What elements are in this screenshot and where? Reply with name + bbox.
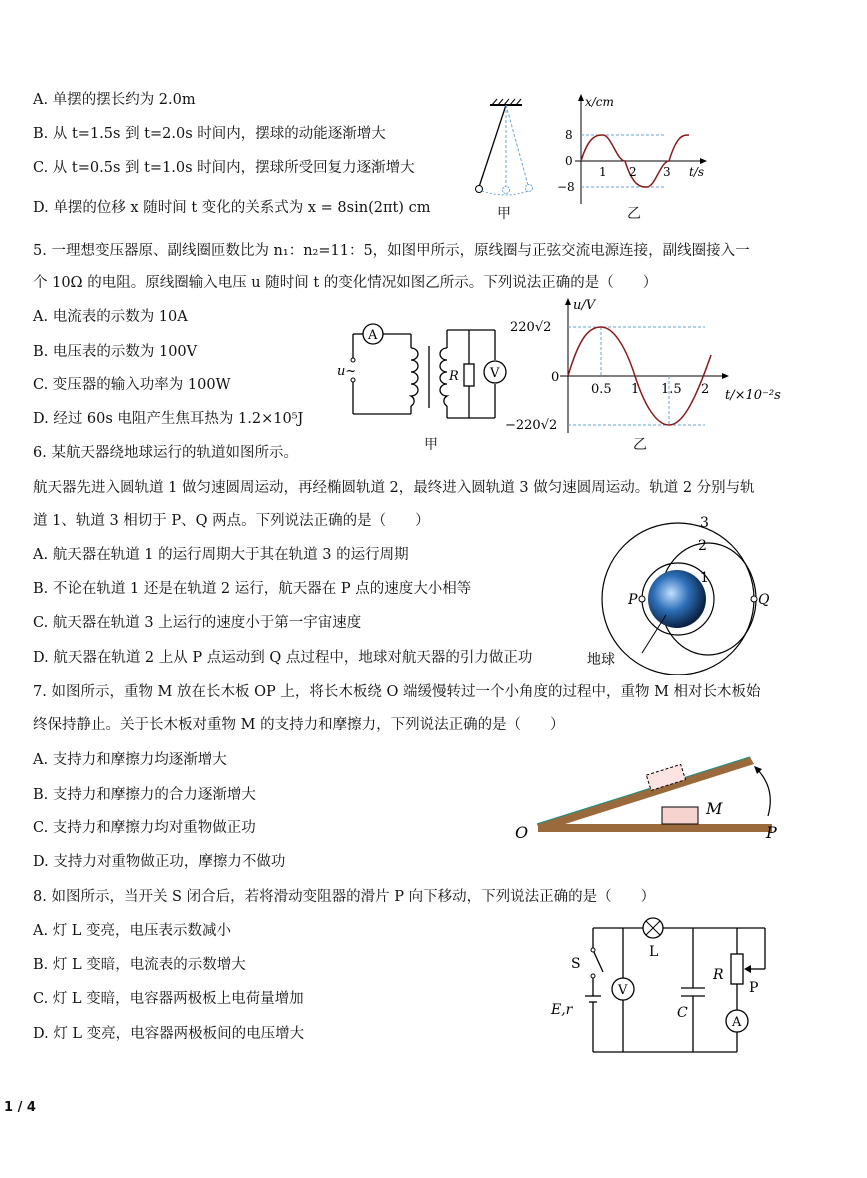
orbit-2-label: 2: [698, 538, 707, 554]
q5-fig-yi-label: 乙: [633, 437, 647, 453]
q8-voltmeter-label: V: [618, 983, 628, 998]
orbit-3-label: 3: [700, 515, 709, 531]
page-number: 1 / 4: [4, 1100, 36, 1115]
q5-option-c: C. 变压器的输入功率为 100W: [33, 377, 231, 393]
rheostat-r-label: R: [713, 967, 724, 983]
q7-stem-line1: 7. 如图所示，重物 M 放在长木板 OP 上，将长木板绕 O 端缓慢转过一个小角度的过程中，重物 M 相对长木板始: [33, 684, 761, 700]
q6-option-c: C. 航天器在轨道 3 上运行的速度小于第一宇宙速度: [33, 615, 362, 631]
q6-stem-line1: 6. 某航天器绕地球运行的轨道如图所示。: [33, 445, 298, 461]
q7-option-a: A. 支持力和摩擦力均逐渐增大: [33, 752, 227, 768]
q4-graph-tick-1: 1: [599, 165, 607, 179]
slider-p-label: P: [749, 980, 759, 996]
q4-graph-origin: 0: [565, 154, 573, 168]
mass-m-label: M: [706, 799, 723, 818]
q4-option-d: D. 单摆的位移 x 随时间 t 变化的关系式为 x = 8sin(2πt) cm: [33, 200, 431, 216]
q7-option-c: C. 支持力和摩擦力均对重物做正功: [33, 820, 256, 836]
q4-graph-yneg: −8: [557, 180, 575, 194]
q8-option-b: B. 灯 L 变暗，电流表的示数增大: [33, 957, 246, 973]
q4-graph-tick-3: 3: [663, 165, 671, 179]
q4-graph-ylabel: x/cm: [585, 95, 614, 109]
q4-graph-tick-2: 2: [629, 165, 637, 179]
point-q-label: Q: [758, 592, 770, 608]
q5-voltmeter-label: V: [490, 366, 500, 381]
q5-graph-yneg: −220√2: [505, 418, 558, 433]
q5-fig-jia-label: 甲: [424, 437, 438, 453]
q5-graph-ylabel: u/V: [573, 298, 596, 313]
orbit-1-label: 1: [700, 570, 709, 586]
q8-stem: 8. 如图所示，当开关 S 闭合后，若将滑动变阻器的滑片 P 向下移动，下列说法正确的是（ ）: [33, 889, 656, 905]
point-o-label: O: [515, 823, 529, 842]
q4-option-c: C. 从 t=0.5s 到 t=1.0s 时间内，摆球所受回复力逐渐增大: [33, 160, 415, 176]
q4-option-b: B. 从 t=1.5s 到 t=2.0s 时间内，摆球的动能逐渐增大: [33, 126, 386, 142]
earth-icon: [648, 570, 706, 628]
q5-ammeter-label: A: [368, 328, 378, 343]
q5-graph-xlabel: t/×10⁻²s: [725, 388, 781, 403]
earth-label: 地球: [587, 652, 615, 668]
q5-option-d: D. 经过 60s 电阻产生焦耳热为 1.2×10⁵J: [33, 411, 304, 427]
q4-option-a: A. 单摆的摆长约为 2.0m: [33, 92, 196, 108]
q5-graph-tick-1: 1: [631, 382, 640, 397]
q5-stem-line1: 5. 一理想变压器原、副线圈匝数比为 n₁：n₂=11：5，如图甲所示，原线圈与正弦交流电源连接，副线圈接入一: [33, 243, 750, 259]
board-point-p-label: P: [766, 823, 777, 842]
q7-option-d: D. 支持力对重物做正功，摩擦力不做功: [33, 854, 286, 870]
q8-option-d: D. 灯 L 变亮，电容器两极板间的电压增大: [33, 1026, 305, 1042]
q5-graph-tick-15: 1.5: [661, 382, 682, 397]
q5-graph-origin: 0: [551, 370, 560, 385]
q6-option-d: D. 航天器在轨道 2 上从 P 点运动到 Q 点过程中，地球对航天器的引力做正功: [33, 650, 533, 666]
q8-option-c: C. 灯 L 变暗，电容器两极板上电荷量增加: [33, 991, 304, 1007]
board-figure: [510, 752, 785, 847]
q8-circuit-figure: [545, 912, 785, 1060]
q5-graph-tick-2: 2: [701, 382, 710, 397]
battery-er-label: E,r: [551, 1002, 573, 1018]
q8-ammeter-label: A: [732, 1015, 742, 1030]
point-p-label: P: [628, 592, 638, 608]
q5-resistor-label: R: [449, 369, 459, 384]
q6-stem-line2: 航天器先进入圆轨道 1 做匀速圆周运动，再经椭圆轨道 2，最终进入圆轨道 3 做匀速圆周运动。轨道 2 分别与轨: [33, 480, 755, 496]
q5-option-a: A. 电流表的示数为 10A: [33, 309, 188, 325]
q5-graph-ypos: 220√2: [510, 320, 552, 335]
q5-source-label: u~: [337, 364, 357, 379]
q5-graph-tick-05: 0.5: [591, 382, 612, 397]
q7-stem-line2: 终保持静止。关于长木板对重物 M 的支持力和摩擦力，下列说法正确的是（ ）: [33, 717, 565, 733]
q6-stem-line3: 道 1、轨道 3 相切于 P、Q 两点。下列说法正确的是（ ）: [33, 513, 430, 529]
q5-option-b: B. 电压表的示数为 100V: [33, 344, 198, 360]
orbit-figure: [580, 510, 780, 675]
q4-xt-graph: [555, 92, 715, 207]
lamp-l-label: L: [649, 944, 659, 960]
q6-option-b: B. 不论在轨道 1 还是在轨道 2 运行，航天器在 P 点的速度大小相等: [33, 581, 472, 597]
q4-graph-ypos: 8: [565, 128, 573, 142]
q5-stem-line2: 个 10Ω 的电阻。原线圈输入电压 u 随时间 t 的变化情况如图乙所示。下列说法正确的是（ ）: [33, 275, 658, 291]
q4-fig-jia-label: 甲: [497, 206, 511, 222]
transformer-circuit-figure: [335, 318, 525, 428]
q8-option-a: A. 灯 L 变亮，电压表示数减小: [33, 923, 232, 939]
q4-graph-xlabel: t/s: [689, 165, 705, 179]
capacitor-c-label: C: [677, 1005, 688, 1021]
q4-fig-yi-label: 乙: [627, 206, 641, 222]
switch-s-label: S: [571, 956, 581, 972]
q7-option-b: B. 支持力和摩擦力的合力逐渐增大: [33, 787, 256, 803]
q5-ut-graph: [505, 295, 795, 435]
q6-option-a: A. 航天器在轨道 1 的运行周期大于其在轨道 3 的运行周期: [33, 547, 409, 563]
